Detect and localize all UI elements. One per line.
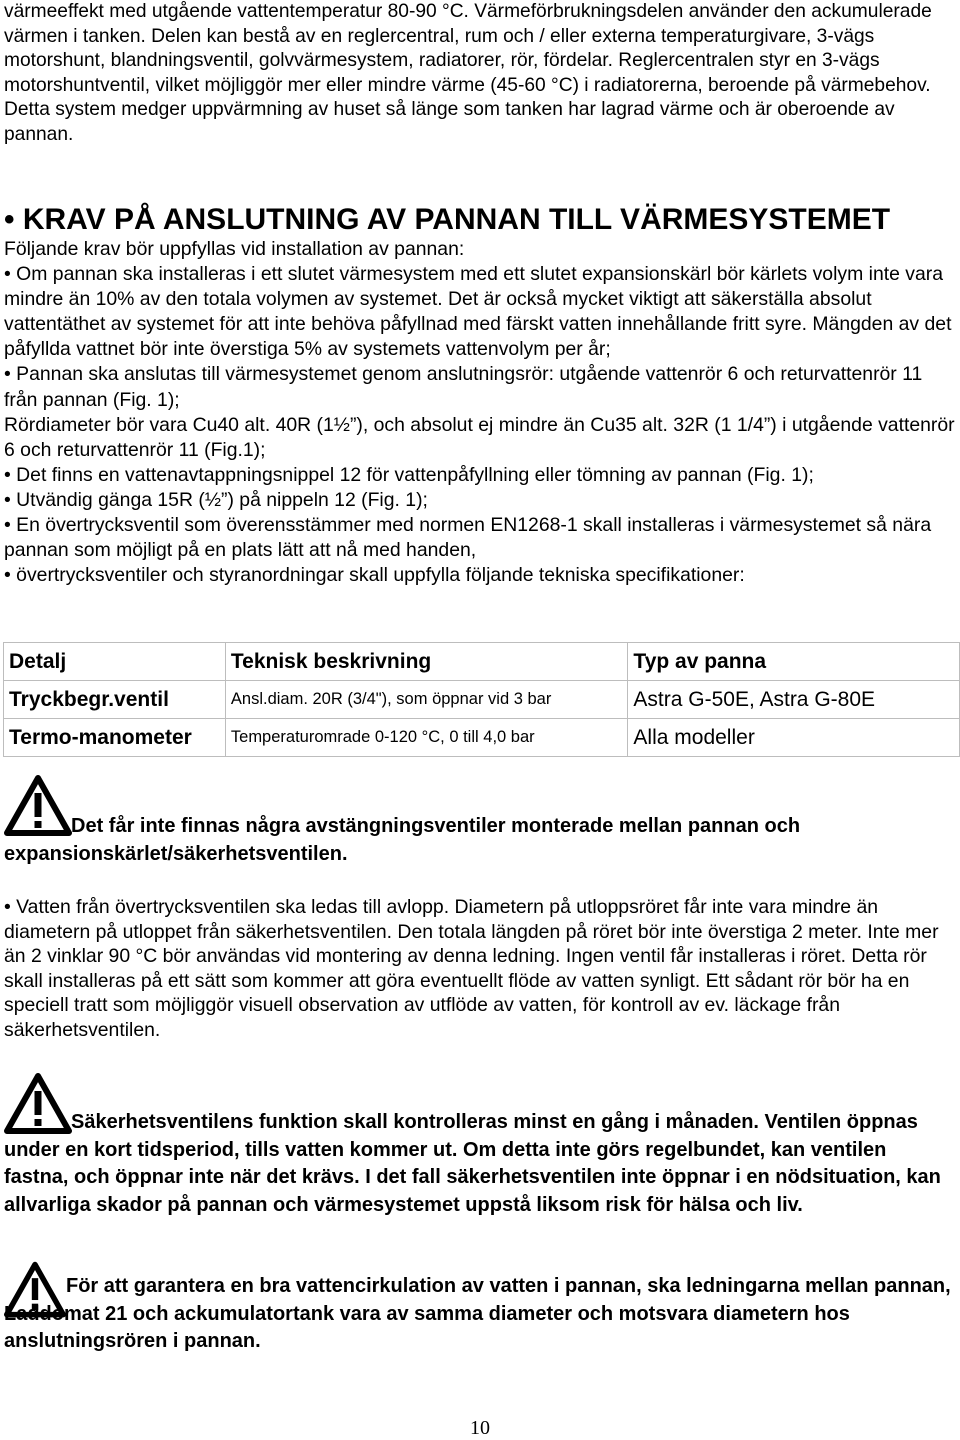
table-row [4,719,960,757]
warning-text: Säkerhetsventilens funktion skall kontrolleras minst en gång i månaden. Ventilen öppnas under en kort tidsperiod, tills vatten kommer ut. Om detta inte görs regelbundet, kan ventilen fastna, och öppnar inte när det krävs. I det fall säkerhetsventilen inte öppnar i en nödsituation, kan allvarliga skador på pannan och värmesystemet uppstå liksom risk för hälsa och liv. [4,1111,941,1216]
table-cell-detail: Termo-manometer [4,719,226,757]
requirement-item: • Pannan ska anslutas till värmesystemet genom anslutningsrör: utgående vattenrör 6 och returvattenrör 11 från pannan (Fig. 1); [4,363,923,411]
table-cell-model: Alla modeller [628,719,960,757]
section-heading: • KRAV PÅ ANSLUTNING AV PANNAN TILL VÄRMESYSTEMET [4,203,891,236]
table-header-row [4,643,960,681]
table-cell-description: Temperaturomrade 0-120 °C, 0 till 4,0 bar [225,719,628,757]
intro-section [4,0,956,147]
warning-safety-valve-check [4,1109,956,1219]
warning-text: För att garantera en bra vattencirkulation av vatten i pannan, ska ledningarna mellan pannan, Laddomat 21 och ackumulatortank vara av samma diameter och motsvara diametern hos anslutningsrören i pannan. [4,1275,951,1352]
table-cell-description: Ansl.diam. 20R (3/4"), som öppnar vid 3 bar [225,681,628,719]
drain-instructions: • Vatten från övertrycksventilen ska ledas till avlopp. Diametern på utloppsröret får inte vara mindre än diametern på utloppet från säkerhetsventilen. Den totala längden på röret bör inte överstiga 2 meter. Inte mer än 2 vinklar 90 °C bör användas vid montering av denna ledning. Ingen ventil får installeras i röret. Detta rör skall installeras på ett sätt som kommer att göra eventuellt flöde av vatten synligt. Ett sådant rör bör ha en speciell tratt som möjliggör visuell observation av utflöde av vatten, för kontroll av ev. läckage från säkerhetsventilen. [4,896,939,1041]
table-header-cell: Detalj [4,643,226,681]
table-cell-model: Astra G-50E, Astra G-80E [628,681,960,719]
table-header-cell: Typ av panna [628,643,960,681]
requirement-item: • Det finns en vattenavtappningsnippel 12 för vattenpåfyllning eller tömning av pannan (Fig. 1); [4,463,814,486]
requirement-item: • Om pannan ska installeras i ett slutet värmesystem med ett slutet expansionskärl bör kärlets volym inte vara mindre än 10% av den totala volymen av systemet. Det är också mycket viktigt att säkerställa absolut vattentäthet av systemet för att inte behöva påfyllnad med färskt vatten innehållande fritt syre. Mängden av det påfyllda vattnet bör inte överstiga 5% av systemets vattenvolym per år; [4,263,952,361]
intro-paragraph-1: värmeeffekt med utgående vattentemperatur 80-90 °C. Värmeförbrukningsdelen använder den ackumulerade värmen i tanken. Delen kan bestå av en reglercentral, rum och / eller externa temperaturgivare, 3-vägs motorshunt, blandningsventil, golvvärmesystem, radiatorer, rör, fördelar. Reglercentralen styr en 3-vägs motorshuntventil, vilket möjliggör mer eller mindre värme (45-60 °C) i radiatorerna, beroende på värmebehov. [4,1,932,96]
requirements-section [4,237,956,588]
warning-shutoff-valves [4,812,956,868]
requirements-lead: Följande krav bör uppfyllas vid installation av pannan: [4,238,465,260]
table-header-cell: Teknisk beskrivning [225,643,628,681]
requirement-item: • övertrycksventiler och styranordningar skall uppfylla följande tekniska specifikationer: [4,564,745,587]
warning-pipe-diameter [4,1273,956,1356]
requirement-item: • En övertrycksventil som överensstämmer med normen EN1268-1 skall installeras i värmesystemet så nära pannan som möjligt på en plats lätt att nå med handen, [4,514,932,562]
page-number: 10 [470,1417,490,1439]
table-row [4,681,960,719]
specification-table [3,642,960,757]
requirement-item: Rördiameter bör vara Cu40 alt. 40R (1½”), och absolut ej mindre än Cu35 alt. 32R (1 1/4”) i utgående vattenrör 6 och returvattenrör 11 (Fig.1); [4,413,955,461]
intro-paragraph-2: Detta system medger uppvärmning av huset så länge som tanken har lagrad värme och är oberoende av pannan. [4,99,895,145]
warning-text: Det får inte finnas några avstängningsventiler monterade mellan pannan och expansionskärlet/säkerhetsventilen. [4,815,801,865]
requirement-item: • Utvändig gänga 15R (½”) på nippeln 12 (Fig. 1); [4,488,428,511]
table-cell-detail: Tryckbegr.ventil [4,681,226,719]
